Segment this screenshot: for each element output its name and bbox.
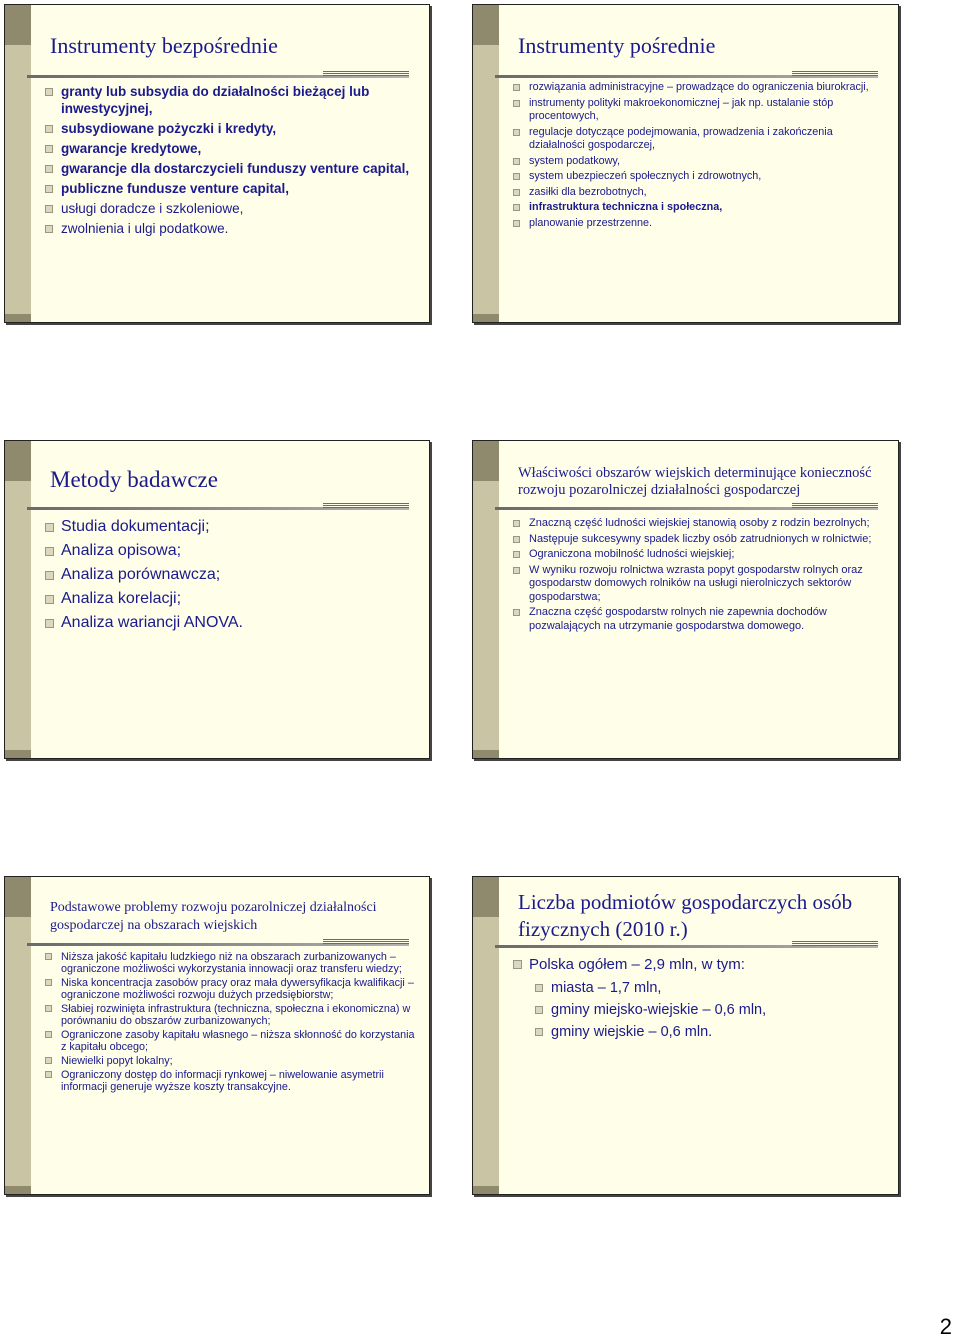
list-item: Niewielki popyt lokalny; — [45, 1055, 415, 1067]
sub-list-item: miasta – 1,7 mln, — [535, 979, 884, 997]
slide-title: Instrumenty bezpośrednie — [50, 33, 278, 58]
square-bullet-icon — [513, 567, 520, 574]
slide-title: Liczba podmiotów gospodarczych osób fizycznych (2010 r.) — [518, 890, 853, 941]
title-divider — [495, 945, 878, 948]
square-bullet-icon — [535, 984, 543, 992]
square-bullet-icon — [45, 523, 54, 532]
list-item: gwarancje dla dostarczycieli funduszy venture capital, — [45, 160, 415, 177]
list-item: Niższa jakość kapitału ludzkiego niż na obszarach zurbanizowanych – ograniczone możliwości wykorzystania innowacji oraz transferu wiedzy; — [45, 951, 415, 975]
square-bullet-icon — [45, 571, 54, 580]
square-bullet-icon — [45, 1031, 52, 1038]
page-number: 2 — [939, 1314, 952, 1339]
square-bullet-icon — [45, 125, 53, 133]
square-bullet-icon — [513, 551, 520, 558]
list-item: Niska koncentracja zasobów pracy oraz mała dywersyfikacja kwalifikacji – ograniczone możliwości rozwoju dużych przedsiębiorstw; — [45, 977, 415, 1001]
square-bullet-icon — [513, 536, 520, 543]
list-item: publiczne fundusze venture capital, — [45, 180, 415, 197]
slide-5 — [4, 876, 430, 1195]
list-item: Analiza porównawcza; — [45, 565, 415, 585]
list-item: Analiza korelacji; — [45, 589, 415, 609]
square-bullet-icon — [513, 173, 520, 180]
slide-title: Właściwości obszarów wiejskich determinujące konieczność rozwoju pozarolniczej działalności gospodarczej — [518, 465, 872, 498]
title-divider — [27, 75, 409, 78]
list-item: rozwiązania administracyjne – prowadzące do ograniczenia biurokracji, — [513, 81, 884, 95]
bullet-list — [513, 955, 884, 977]
list-item: subsydiowane pożyczki i kredyty, — [45, 120, 415, 137]
list-item: regulacje dotyczące podejmowania, prowadzenia i zakończenia działalności gospodarczej, — [513, 126, 884, 153]
square-bullet-icon — [513, 960, 522, 969]
square-bullet-icon — [535, 1028, 543, 1036]
list-item: system ubezpieczeń społecznych i zdrowotnych, — [513, 170, 884, 184]
sub-list-item: gminy wiejskie – 0,6 mln. — [535, 1023, 884, 1041]
square-bullet-icon — [513, 204, 520, 211]
square-bullet-icon — [45, 205, 53, 213]
bullet-list — [513, 517, 884, 635]
square-bullet-icon — [45, 145, 53, 153]
square-bullet-icon — [45, 595, 54, 604]
slide-title: Instrumenty pośrednie — [518, 33, 716, 58]
sub-list-item: gminy miejsko-wiejskie – 0,6 mln, — [535, 1001, 884, 1019]
list-item: zwolnienia i ulgi podatkowe. — [45, 220, 415, 237]
list-item: zasiłki dla bezrobotnych, — [513, 186, 884, 200]
list-item: Analiza opisowa; — [45, 541, 415, 561]
list-item: Znaczną część ludności wiejskiej stanowią osoby z rodzin bezrolnych; — [513, 517, 884, 531]
list-item: Polska ogółem – 2,9 mln, w tym: — [513, 955, 884, 974]
square-bullet-icon — [535, 1006, 543, 1014]
title-divider — [495, 507, 878, 510]
list-item: Ograniczony dostęp do informacji rynkowej – niwelowanie asymetrii informacji generuje wyższe koszty transakcyjne. — [45, 1069, 415, 1093]
square-bullet-icon — [45, 619, 54, 628]
list-item: Znaczna część gospodarstw rolnych nie zapewnia dochodów pozwalających na utrzymanie gospodarstwa domowego. — [513, 606, 884, 633]
slide-title: Podstawowe problemy rozwoju pozarolniczej działalności gospodarczej na obszarach wiejskich — [50, 900, 377, 933]
square-bullet-icon — [513, 189, 520, 196]
square-bullet-icon — [45, 1005, 52, 1012]
slide-6 — [472, 876, 899, 1195]
list-item: infrastruktura techniczna i społeczna, — [513, 201, 884, 215]
slide-1 — [4, 4, 430, 323]
square-bullet-icon — [45, 225, 53, 233]
list-item: instrumenty polityki makroekonomicznej – jak np. ustalanie stóp procentowych, — [513, 97, 884, 124]
list-item: planowanie przestrzenne. — [513, 217, 884, 231]
slide-sidebar-bar — [5, 5, 31, 322]
square-bullet-icon — [45, 1071, 52, 1078]
bullet-list — [45, 517, 415, 637]
list-item: Analiza wariancji ANOVA. — [45, 613, 415, 633]
slide-sidebar-bar — [473, 5, 499, 322]
square-bullet-icon — [45, 547, 54, 556]
square-bullet-icon — [45, 185, 53, 193]
square-bullet-icon — [513, 84, 520, 91]
square-bullet-icon — [45, 979, 52, 986]
square-bullet-icon — [45, 165, 53, 173]
list-item: granty lub subsydia do działalności bieżącej lub inwestycyjnej, — [45, 83, 415, 117]
square-bullet-icon — [513, 158, 520, 165]
list-item: Słabiej rozwinięta infrastruktura (techniczna, społeczna i ekonomiczna) w porównaniu do obszarów zurbanizowanych; — [45, 1003, 415, 1027]
square-bullet-icon — [513, 520, 520, 527]
list-item: Następuje sukcesywny spadek liczby osób zatrudnionych w rolnictwie; — [513, 533, 884, 547]
bullet-list — [513, 81, 884, 232]
list-item: W wyniku rozwoju rolnictwa wzrasta popyt gospodarstw rolnych oraz gospodarstw domowych rolników na usługi nierolniczych sektorów gospodarstwa; — [513, 564, 884, 605]
sub-bullet-list — [535, 979, 884, 1045]
title-divider — [27, 943, 409, 946]
slide-sidebar-bar — [5, 877, 31, 1194]
title-divider — [495, 75, 878, 78]
list-item: Studia dokumentacji; — [45, 517, 415, 537]
list-item: system podatkowy, — [513, 155, 884, 169]
slide-2 — [472, 4, 899, 323]
list-item: Ograniczona mobilność ludności wiejskiej; — [513, 548, 884, 562]
square-bullet-icon — [45, 88, 53, 96]
list-item: Ograniczone zasoby kapitału własnego – niższa skłonność do korzystania z kapitału obcego; — [45, 1029, 415, 1053]
square-bullet-icon — [513, 100, 520, 107]
slide-sidebar-bar — [5, 441, 31, 758]
title-divider — [27, 507, 409, 510]
square-bullet-icon — [45, 1057, 52, 1064]
square-bullet-icon — [513, 609, 520, 616]
slide-title: Metody badawcze — [50, 467, 218, 492]
slide-sidebar-bar — [473, 877, 499, 1194]
square-bullet-icon — [513, 220, 520, 227]
slide-3 — [4, 440, 430, 759]
square-bullet-icon — [513, 129, 520, 136]
list-item: gwarancje kredytowe, — [45, 140, 415, 157]
list-item: usługi doradcze i szkoleniowe, — [45, 200, 415, 217]
bullet-list — [45, 83, 415, 240]
square-bullet-icon — [45, 953, 52, 960]
slide-sidebar-bar — [473, 441, 499, 758]
slide-4 — [472, 440, 899, 759]
bullet-list — [45, 951, 415, 1095]
